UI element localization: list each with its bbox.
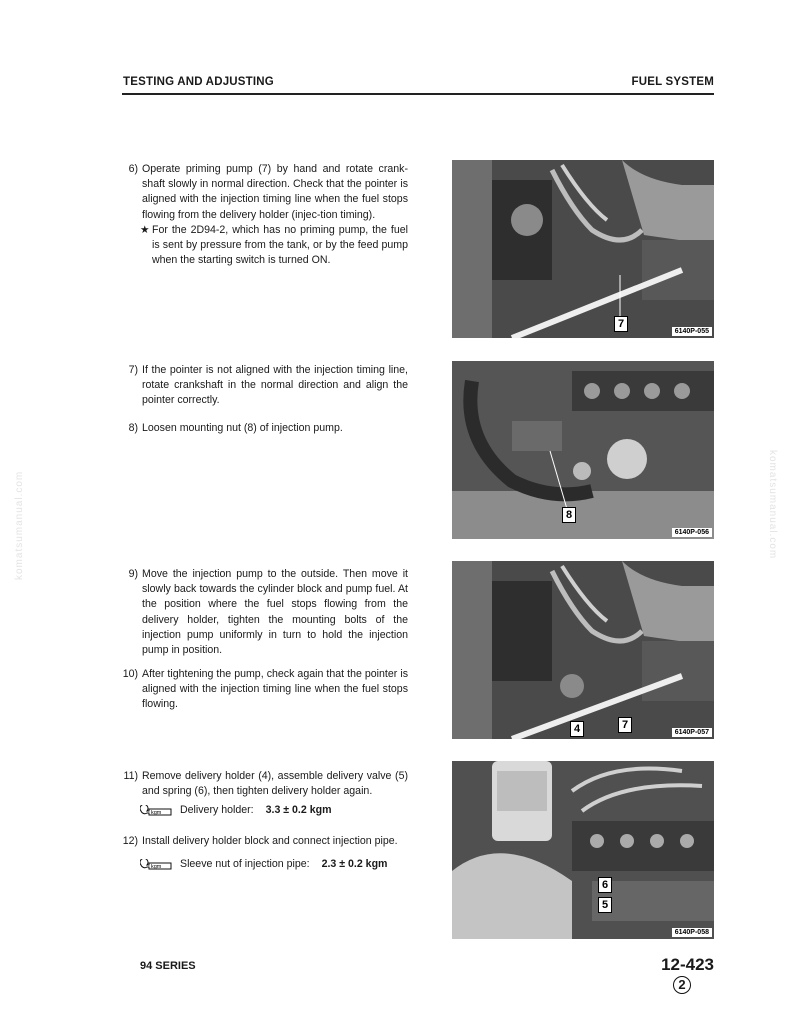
step-note (140, 223, 408, 269)
step-12 (118, 834, 408, 872)
page-number: 12-423 (661, 955, 714, 974)
step-number: 7) (128, 364, 138, 376)
photo-code: 6140P-055 (672, 327, 712, 336)
callout-label: 7 (614, 316, 628, 332)
torque-wrench-icon (140, 859, 172, 871)
spec-label: Delivery holder: (180, 804, 254, 817)
step-7 (118, 363, 408, 409)
callout-label: 7 (618, 717, 632, 733)
step-text: Install delivery holder block and connect injection pipe. (142, 835, 398, 847)
photo-mounting-nut (452, 361, 714, 539)
torque-spec (140, 803, 408, 818)
step-number: 11) (123, 770, 138, 782)
spec-label: Sleeve nut of injection pipe: (180, 858, 310, 871)
callout-label: 4 (570, 721, 584, 737)
svg-text:kgm: kgm (151, 863, 162, 870)
engine-photo-illustration (452, 561, 714, 739)
spec-value: 2.3 ± 0.2 kgm (321, 858, 388, 871)
callout-label: 5 (598, 897, 612, 913)
watermark-left: komatsumanual.com (14, 470, 25, 580)
watermark-right: komatsumanual.com (767, 450, 778, 560)
step-text: Remove delivery holder (4), assemble delivery valve (5) and spring (6), then tighten delivery holder again. (142, 770, 408, 798)
star-icon: ★ (140, 223, 150, 236)
step-8 (118, 421, 408, 436)
photo-delivery-holder (452, 761, 714, 939)
step-text: If the pointer is not aligned with the injection timing line, rotate crankshaft in the normal direction and align the pointer correctly. (142, 364, 408, 407)
step-number: 9) (128, 568, 138, 580)
torque-spec (140, 857, 408, 872)
step-number: 6) (128, 163, 138, 175)
engine-photo-illustration (452, 361, 714, 539)
svg-text:kgm: kgm (151, 810, 162, 816)
photo-code: 6140P-058 (672, 928, 712, 937)
step-text: After tightening the pump, check again that the pointer is aligned with the injection timing line when the fuel stops flowing. (142, 668, 408, 711)
note-text: For the 2D94-2, which has no priming pump, the fuel is sent by pressure from the tank, or by the feed pump when the starting switch is turned ON. (152, 223, 408, 267)
spec-value: 3.3 ± 0.2 kgm (265, 804, 332, 817)
step-number: 8) (128, 422, 138, 434)
photo-injection-pump (452, 561, 714, 739)
callout-label: 6 (598, 877, 612, 893)
header-chapter-title: FUEL SYSTEM (631, 76, 714, 88)
step-number: 12) (122, 835, 138, 847)
callout-label: 8 (562, 507, 576, 523)
step-10 (118, 667, 408, 713)
torque-wrench-icon (140, 805, 172, 817)
photo-code: 6140P-057 (672, 728, 712, 737)
header-section-title: TESTING AND ADJUSTING (123, 76, 274, 88)
engine-photo-illustration (452, 761, 714, 939)
header-rule (122, 93, 714, 95)
photo-code: 6140P-056 (672, 528, 712, 537)
engine-photo-illustration (452, 160, 714, 338)
footer-series: 94 SERIES (140, 960, 196, 972)
step-9 (118, 567, 408, 658)
step-text: Move the injection pump to the outside. Then move it slowly back towards the cylinder block and pump fuel. At the position where the fuel stops flowing from the delivery holder, tighten the mounting bolts of the injection pump uniformly in turn to hold the injection pump in position. (142, 568, 408, 657)
step-number: 10) (122, 668, 138, 680)
revision-mark: 2 (673, 976, 691, 994)
step-text: Operate priming pump (7) by hand and rotate crank-shaft slowly in normal direction. Check that the pointer is aligned with the injection timing line when the fuel stops flowing from the delivery holder (injec-tion timing). (142, 163, 408, 221)
photo-priming-pump (452, 160, 714, 338)
step-11 (118, 769, 408, 819)
step-6 (118, 162, 408, 268)
step-text: Loosen mounting nut (8) of injection pump. (142, 422, 343, 434)
